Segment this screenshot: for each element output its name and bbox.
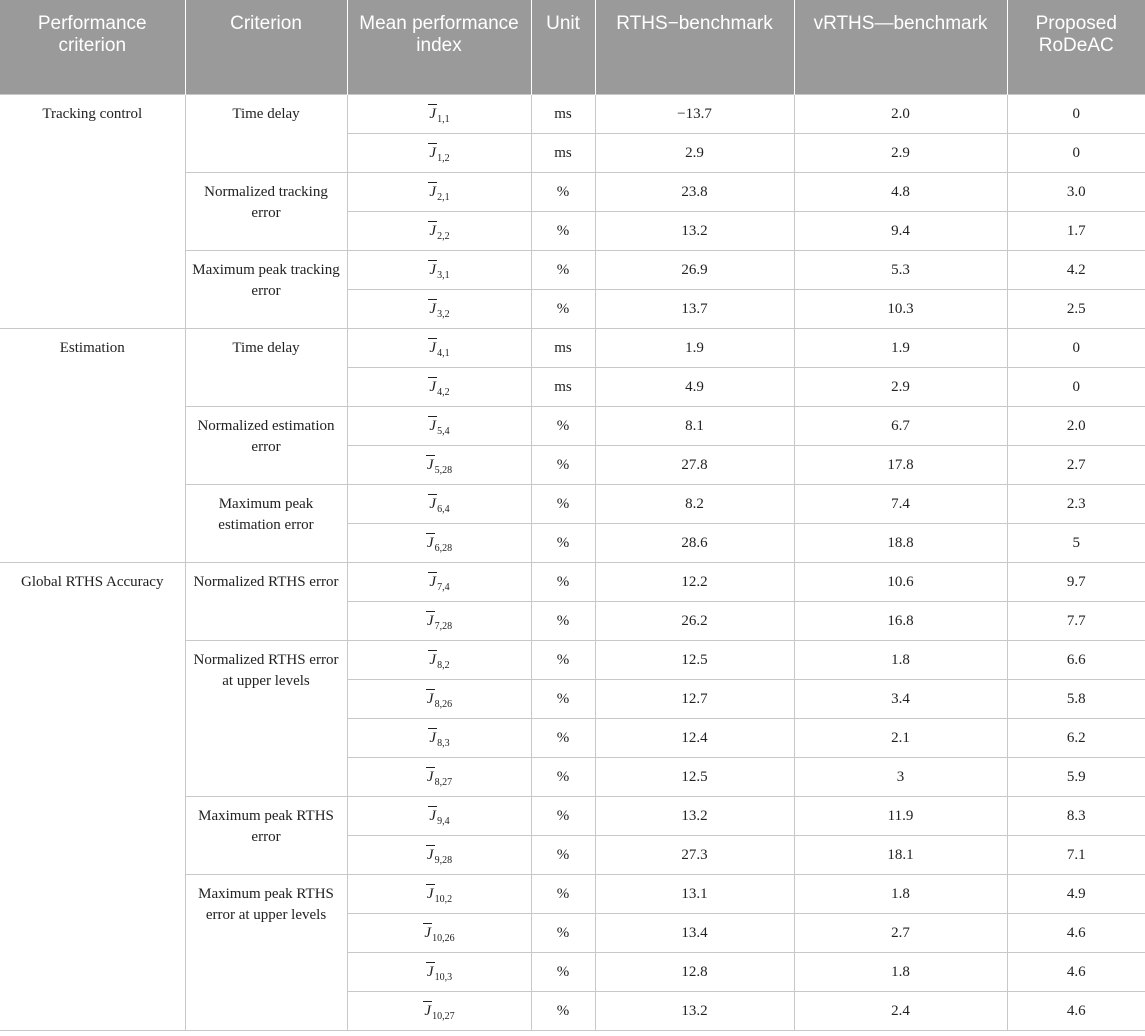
proposed-rodeac-cell: 7.7 [1007,601,1145,640]
index-subscript: 7,4 [437,581,450,593]
index-symbol: J [426,533,435,554]
index-subscript: 4,2 [437,386,450,398]
index-subscript: 2,2 [437,230,450,242]
criterion-cell: Maximum peak tracking error [185,250,347,328]
criterion-cell: Normalized estimation error [185,406,347,484]
criterion-cell: Normalized RTHS error at upper levels [185,640,347,796]
vrths-benchmark-cell: 10.6 [794,562,1007,601]
mean-performance-index-cell [347,367,531,406]
mean-performance-index-cell [347,523,531,562]
vrths-benchmark-cell: 9.4 [794,211,1007,250]
rths-benchmark-cell: −13.7 [595,94,794,133]
rths-benchmark-cell: 13.2 [595,211,794,250]
vrths-benchmark-cell: 1.9 [794,328,1007,367]
mean-performance-index-cell [347,484,531,523]
index-symbol: J [428,221,437,242]
rths-benchmark-cell: 12.2 [595,562,794,601]
proposed-rodeac-cell: 4.6 [1007,952,1145,991]
proposed-rodeac-cell: 0 [1007,133,1145,172]
rths-benchmark-cell: 12.5 [595,640,794,679]
index-symbol: J [428,728,437,749]
unit-cell: % [531,640,595,679]
index-symbol: J [426,767,435,788]
rths-benchmark-cell: 26.9 [595,250,794,289]
index-symbol: J [428,650,437,671]
rths-benchmark-cell: 27.8 [595,445,794,484]
unit-cell: % [531,523,595,562]
vrths-benchmark-cell: 2.7 [794,913,1007,952]
vrths-benchmark-cell: 6.7 [794,406,1007,445]
rths-benchmark-cell: 13.2 [595,796,794,835]
mean-performance-index-cell [347,250,531,289]
index-symbol: J [423,923,432,944]
unit-cell: % [531,562,595,601]
vrths-benchmark-cell: 16.8 [794,601,1007,640]
header-rths-benchmark: RTHS−benchmark [595,0,794,94]
unit-cell: % [531,991,595,1030]
mean-performance-index-cell [347,679,531,718]
mean-performance-index-cell [347,289,531,328]
vrths-benchmark-cell: 2.4 [794,991,1007,1030]
proposed-rodeac-cell: 2.0 [1007,406,1145,445]
vrths-benchmark-cell: 3 [794,757,1007,796]
proposed-rodeac-cell: 9.7 [1007,562,1145,601]
vrths-benchmark-cell: 18.8 [794,523,1007,562]
index-symbol: J [428,377,437,398]
proposed-rodeac-cell: 5.9 [1007,757,1145,796]
vrths-benchmark-cell: 2.9 [794,367,1007,406]
vrths-benchmark-cell: 1.8 [794,874,1007,913]
header-unit: Unit [531,0,595,94]
index-symbol: J [423,1001,432,1022]
unit-cell: ms [531,328,595,367]
proposed-rodeac-cell: 1.7 [1007,211,1145,250]
criterion-cell: Maximum peak RTHS error at upper levels [185,874,347,1030]
mean-performance-index-cell [347,562,531,601]
table-body [0,94,1145,1030]
index-subscript: 3,2 [437,308,450,320]
criterion-cell: Maximum peak RTHS error [185,796,347,874]
index-subscript: 8,2 [437,659,450,671]
rths-benchmark-cell: 8.2 [595,484,794,523]
rths-benchmark-cell: 28.6 [595,523,794,562]
index-symbol: J [428,416,437,437]
vrths-benchmark-cell: 10.3 [794,289,1007,328]
index-subscript: 3,1 [437,269,450,281]
rths-benchmark-cell: 12.8 [595,952,794,991]
mean-performance-index-cell [347,991,531,1030]
mean-performance-index-cell [347,718,531,757]
unit-cell: % [531,952,595,991]
proposed-rodeac-cell: 4.2 [1007,250,1145,289]
performance-criterion-cell: Tracking control [0,94,185,328]
table-header [0,0,1145,94]
proposed-rodeac-cell: 0 [1007,94,1145,133]
index-subscript: 9,28 [434,854,453,866]
index-subscript: 10,3 [434,971,453,983]
table-row [0,94,1145,133]
proposed-rodeac-cell: 3.0 [1007,172,1145,211]
vrths-benchmark-cell: 3.4 [794,679,1007,718]
mean-performance-index-cell [347,601,531,640]
rths-benchmark-cell: 2.9 [595,133,794,172]
index-subscript: 6,28 [434,542,453,554]
proposed-rodeac-cell: 4.6 [1007,913,1145,952]
unit-cell: % [531,874,595,913]
index-subscript: 7,28 [434,620,453,632]
index-symbol: J [426,611,435,632]
proposed-rodeac-cell: 4.6 [1007,991,1145,1030]
mean-performance-index-cell [347,952,531,991]
index-symbol: J [426,455,435,476]
mean-performance-index-cell [347,445,531,484]
criterion-cell: Normalized tracking error [185,172,347,250]
unit-cell: ms [531,133,595,172]
index-symbol: J [428,143,437,164]
index-symbol: J [426,962,435,983]
proposed-rodeac-cell: 2.3 [1007,484,1145,523]
mean-performance-index-cell [347,640,531,679]
vrths-benchmark-cell: 18.1 [794,835,1007,874]
header-criterion: Criterion [185,0,347,94]
index-symbol: J [426,884,435,905]
unit-cell: % [531,445,595,484]
mean-performance-index-cell [347,757,531,796]
mean-performance-index-cell [347,94,531,133]
index-subscript: 10,26 [432,932,455,944]
index-symbol: J [428,260,437,281]
index-symbol: J [428,494,437,515]
rths-benchmark-cell: 26.2 [595,601,794,640]
unit-cell: % [531,718,595,757]
header-proposed-rodeac: Proposed RoDeAC [1007,0,1145,94]
criterion-cell: Normalized RTHS error [185,562,347,640]
vrths-benchmark-cell: 11.9 [794,796,1007,835]
unit-cell: ms [531,94,595,133]
mean-performance-index-cell [347,796,531,835]
unit-cell: % [531,406,595,445]
index-symbol: J [426,689,435,710]
mean-performance-index-cell [347,133,531,172]
unit-cell: % [531,484,595,523]
unit-cell: % [531,211,595,250]
proposed-rodeac-cell: 8.3 [1007,796,1145,835]
unit-cell: ms [531,367,595,406]
index-subscript: 2,1 [437,191,450,203]
vrths-benchmark-cell: 1.8 [794,640,1007,679]
header-performance-criterion: Performance criterion [0,0,185,94]
rths-benchmark-cell: 1.9 [595,328,794,367]
unit-cell: % [531,601,595,640]
mean-performance-index-cell [347,211,531,250]
vrths-benchmark-cell: 5.3 [794,250,1007,289]
vrths-benchmark-cell: 2.1 [794,718,1007,757]
index-symbol: J [428,338,437,359]
unit-cell: % [531,757,595,796]
index-subscript: 4,1 [437,347,450,359]
table-row [0,562,1145,601]
index-symbol: J [426,845,435,866]
index-subscript: 5,4 [437,425,450,437]
proposed-rodeac-cell: 2.5 [1007,289,1145,328]
mean-performance-index-cell [347,835,531,874]
rths-benchmark-cell: 12.5 [595,757,794,796]
performance-criterion-cell: Global RTHS Accuracy [0,562,185,1030]
index-subscript: 1,2 [437,152,450,164]
unit-cell: % [531,250,595,289]
unit-cell: % [531,835,595,874]
vrths-benchmark-cell: 1.8 [794,952,1007,991]
proposed-rodeac-cell: 0 [1007,367,1145,406]
rths-benchmark-cell: 13.4 [595,913,794,952]
vrths-benchmark-cell: 2.0 [794,94,1007,133]
criterion-cell: Time delay [185,94,347,172]
index-subscript: 5,28 [434,464,453,476]
unit-cell: % [531,796,595,835]
index-subscript: 8,3 [437,737,450,749]
header-mean-performance-index: Mean performance index [347,0,531,94]
performance-criterion-cell: Estimation [0,328,185,562]
proposed-rodeac-cell: 6.2 [1007,718,1145,757]
index-subscript: 1,1 [437,113,450,125]
proposed-rodeac-cell: 4.9 [1007,874,1145,913]
rths-benchmark-cell: 4.9 [595,367,794,406]
index-subscript: 8,27 [434,776,453,788]
index-symbol: J [428,299,437,320]
vrths-benchmark-cell: 4.8 [794,172,1007,211]
mean-performance-index-cell [347,406,531,445]
rths-benchmark-cell: 13.2 [595,991,794,1030]
index-subscript: 10,2 [434,893,453,905]
unit-cell: % [531,289,595,328]
rths-benchmark-cell: 8.1 [595,406,794,445]
index-symbol: J [428,572,437,593]
vrths-benchmark-cell: 7.4 [794,484,1007,523]
index-symbol: J [428,104,437,125]
proposed-rodeac-cell: 5 [1007,523,1145,562]
vrths-benchmark-cell: 17.8 [794,445,1007,484]
criterion-cell: Time delay [185,328,347,406]
rths-benchmark-cell: 12.7 [595,679,794,718]
index-symbol: J [428,806,437,827]
header-vrths-benchmark: vRTHS—benchmark [794,0,1007,94]
mean-performance-index-cell [347,874,531,913]
mean-performance-index-cell [347,913,531,952]
proposed-rodeac-cell: 0 [1007,328,1145,367]
unit-cell: % [531,172,595,211]
rths-benchmark-cell: 12.4 [595,718,794,757]
vrths-benchmark-cell: 2.9 [794,133,1007,172]
index-symbol: J [428,182,437,203]
rths-benchmark-cell: 13.1 [595,874,794,913]
index-subscript: 6,4 [437,503,450,515]
index-subscript: 9,4 [437,815,450,827]
unit-cell: % [531,913,595,952]
rths-benchmark-cell: 23.8 [595,172,794,211]
index-subscript: 8,26 [434,698,453,710]
proposed-rodeac-cell: 6.6 [1007,640,1145,679]
rths-benchmark-cell: 27.3 [595,835,794,874]
mean-performance-index-cell [347,328,531,367]
table-row [0,328,1145,367]
proposed-rodeac-cell: 5.8 [1007,679,1145,718]
proposed-rodeac-cell: 7.1 [1007,835,1145,874]
index-subscript: 10,27 [432,1010,455,1022]
rths-benchmark-cell: 13.7 [595,289,794,328]
mean-performance-index-cell [347,172,531,211]
proposed-rodeac-cell: 2.7 [1007,445,1145,484]
criterion-cell: Maximum peak estimation error [185,484,347,562]
header-row [0,0,1145,94]
unit-cell: % [531,679,595,718]
